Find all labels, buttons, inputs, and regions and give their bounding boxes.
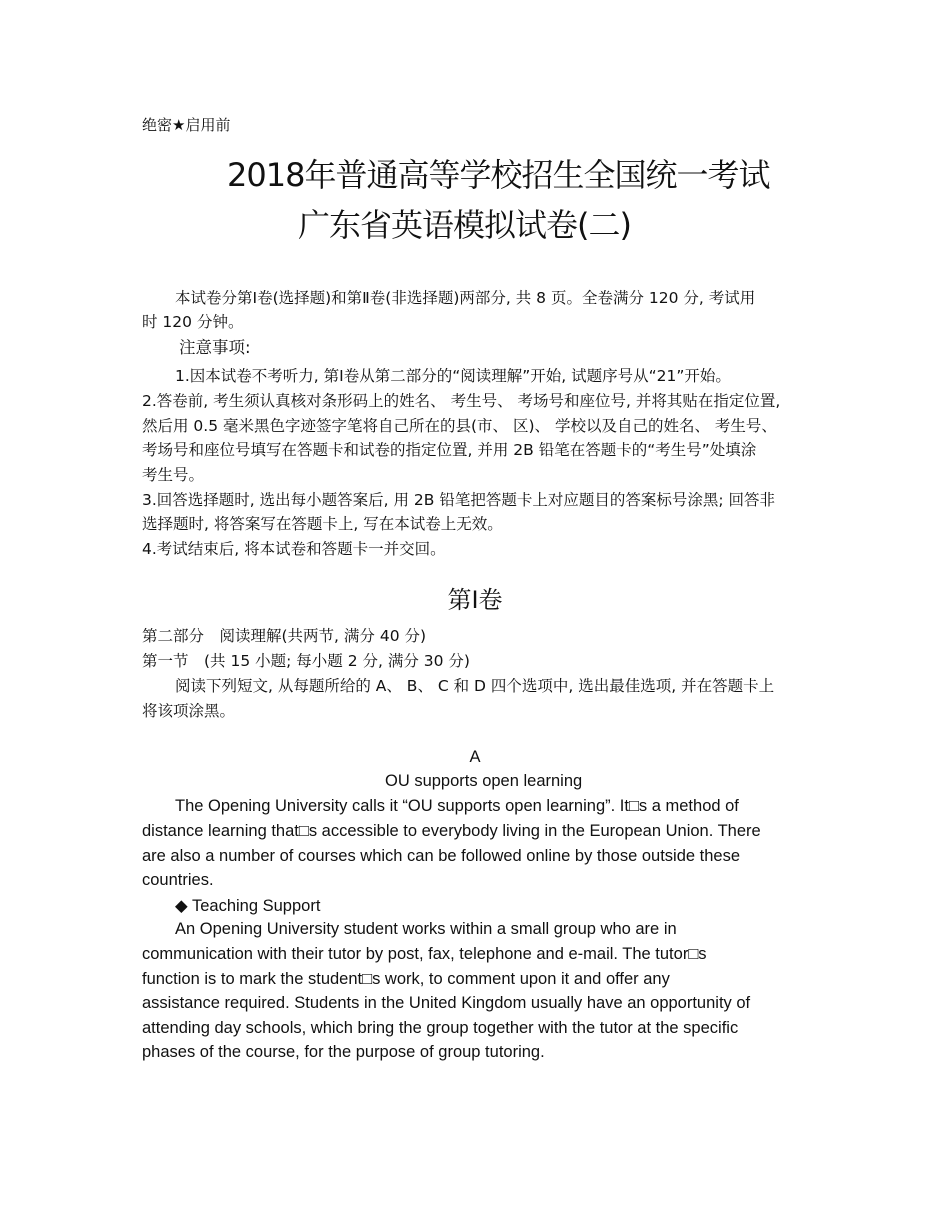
passage-subheading: ◆ Teaching Support [175,897,321,915]
notice-item: 然后用 0.5 毫米黑色字迹签字笔将自己所在的县(市、 区)、 学校以及自己的姓名、 考生号、 [142,417,777,435]
notice-item: 考场号和座位号填写在答题卡和试卷的指定位置, 并用 2B 铅笔在答题卡的“考生号”处填涂 [142,441,757,459]
notice-item: 考生号。 [142,466,205,484]
reading-instruction: 将该项涂黑。 [142,702,236,720]
passage-line: attending day schools, which bring the group together with the tutor at the specific [142,1019,739,1037]
notice-item: 2.答卷前, 考生须认真核对条形码上的姓名、 考生号、 考场号和座位号, 并将其贴在指定位置, [142,392,781,410]
confidential-label: 绝密★启用前 [142,116,231,134]
notice-item: 选择题时, 将答案写在答题卡上, 写在本试卷上无效。 [142,515,503,533]
section-title: 第二部分 阅读理解(共两节, 满分 40 分) [142,627,427,645]
passage-line: The Opening University calls it “OU supports open learning”. It□s a method of [175,797,739,815]
intro-line: 本试卷分第Ⅰ卷(选择题)和第Ⅱ卷(非选择题)两部分, 共 8 页。全卷满分 120 分, 考试用 [175,289,756,307]
exam-title-line1: 2018年普通高等学校招生全国统一考试 [227,156,770,194]
passage-line: communication with their tutor by post, fax, telephone and e-mail. The tutor□s [142,945,707,963]
passage-line: countries. [142,871,214,889]
reading-instruction: 阅读下列短文, 从每题所给的 A、 B、 C 和 D 四个选项中, 选出最佳选项, 并在答题卡上 [175,677,775,695]
intro-line: 时 120 分钟。 [142,313,244,331]
notice-item: 3.回答选择题时, 选出每小题答案后, 用 2B 铅笔把答题卡上对应题目的答案标号涂黑; 回答非 [142,491,775,509]
notice-item: 1.因本试卷不考听力, 第Ⅰ卷从第二部分的“阅读理解”开始, 试题序号从“21”开始。 [175,367,731,385]
passage-line: assistance required. Students in the United Kingdom usually have an opportunity of [142,994,751,1012]
passage-line: distance learning that□s accessible to everybody living in the European Union. There [142,822,761,840]
notice-heading: 注意事项: [179,338,251,357]
passage-line: are also a number of courses which can be followed online by those outside these [142,847,741,865]
exam-title-line2: 广东省英语模拟试卷(二) [298,206,631,244]
passage-line: An Opening University student works within a small group who are in [175,920,677,938]
passage-line: phases of the course, for the purpose of group tutoring. [142,1043,545,1061]
passage-letter: A [469,748,481,766]
subsection-title: 第一节 (共 15 小题; 每小题 2 分, 满分 30 分) [142,652,470,670]
passage-title: OU supports open learning [385,772,583,790]
notice-item: 4.考试结束后, 将本试卷和答题卡一并交回。 [142,540,446,558]
passage-line: function is to mark the student□s work, to comment upon it and offer any [142,970,670,988]
volume-heading: 第Ⅰ卷 [447,586,503,614]
